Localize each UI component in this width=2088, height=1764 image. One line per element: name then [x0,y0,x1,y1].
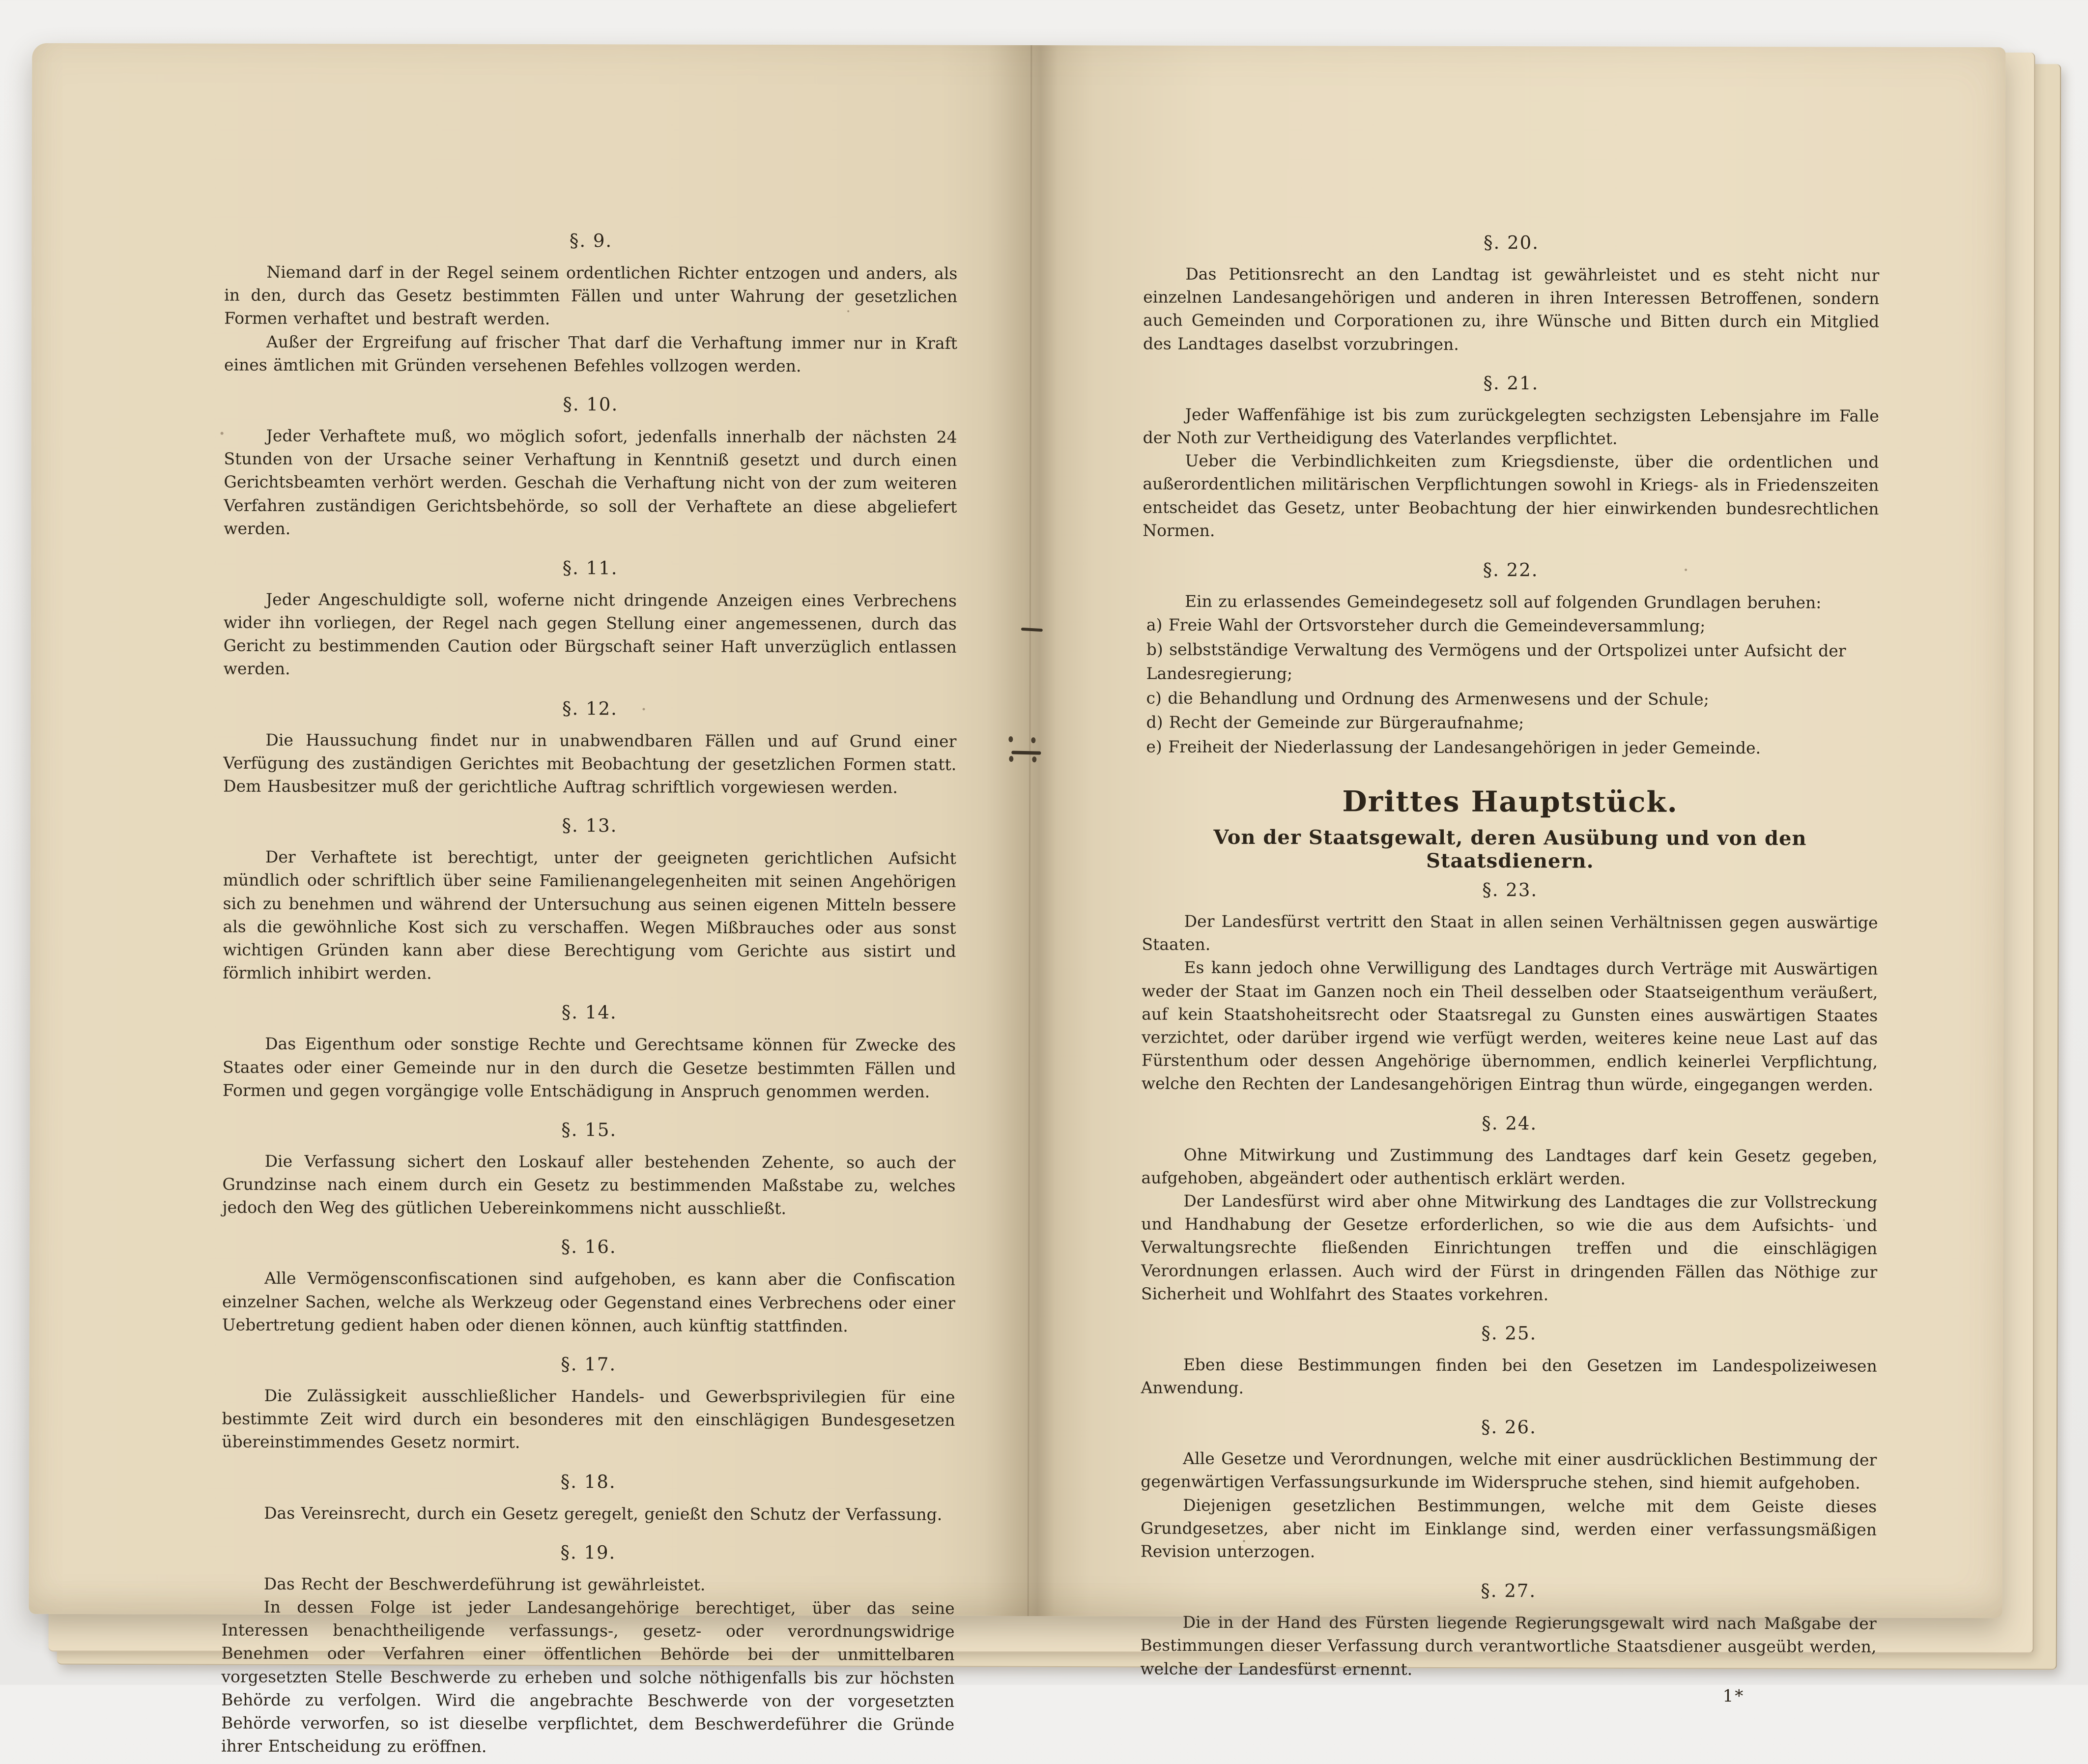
section-heading: §. 10. [563,393,619,415]
paragraph: Das Petitionsrecht an den Landtag ist gewährleistet und es steht nicht nur einzelnen Landesangehörigen und anderen in ihren Interessen Betroffenen, sondern auch Gemeinden und Corporationen zu, ihre Wünsche und Bitten durch ein Mitglied des Landtages daselbst vorzubringen. [1143,264,1880,354]
chapter-title: Drittes Hauptstück. [1342,784,1678,819]
paragraph: Ein zu erlassendes Gemeindegesetz soll auf folgenden Grundlagen beruhen: [1184,591,1822,612]
right-page-sections-after-chapter [1140,879,1878,1682]
law-section [1140,1580,1876,1682]
paragraph: Eben diese Bestimmungen finden bei den Gesetzen im Landespolizeiwesen Anwendung. [1141,1355,1877,1398]
binding-stitch-hole [1009,756,1013,762]
law-section [1141,1416,1877,1564]
paragraph: Alle Gesetze und Verordnungen, welche mit einer ausdrücklichen Bestimmung der gegenwärtigen Verfassungsurkunde im Widerspruche stehen, sind hiemit aufgehoben. [1141,1448,1877,1493]
law-section [223,697,956,799]
paper-speck [221,432,224,435]
section-heading: §. 16. [561,1236,617,1258]
list-item: e) Freiheit der Niederlassung der Landesangehörigen in jeder Gemeinde. [1146,737,1761,757]
paragraph: Der Landesfürst vertritt den Staat in allen seinen Verhältnissen gegen auswärtige Staaten. [1142,911,1878,954]
binding-stitch-hole [1031,737,1035,743]
section-heading: §. 23. [1482,879,1538,901]
law-section [224,393,957,542]
paragraph: Niemand darf in der Regel seinem ordentlichen Richter entzogen und anders, als in den, durch das Gesetz bestimmten Fällen und unter Wahrung der gesetzlichen Formen verhaftet und bestraft werden. [224,262,958,329]
law-section [222,1470,955,1526]
section-heading: §. 27. [1481,1580,1537,1602]
law-section [221,1541,955,1759]
binding-stitch-hole [1008,736,1013,742]
law-section [1142,879,1878,1097]
law-section [223,814,956,986]
gutter-shadow [984,45,1094,1616]
paragraph: Es kann jedoch ohne Verwilligung des Landtages durch Verträge mit Auswärtigen weder der Staat im Ganzen noch ein Theil desselben oder Staatseigenthum veräußert, auf kein Staatshoheitsrecht oder Staatsregal zu Gunsten eines auswärtigen Staates verzichtet, oder darüber irgend wie verfügt werden, weiteres keine neue Last auf das Fürstenthum oder dessen Angehörige übernommen, endlich keinerlei Verpflichtung, welche den Rechten der Landesangehörigen Eintrag thun würde, eingegangen werden. [1141,958,1878,1095]
section-heading: §. 19. [560,1541,616,1563]
chapter-heading-block [1142,784,1878,873]
right-page-sections-before-chapter [1142,231,1879,760]
section-heading: §. 17. [561,1354,617,1375]
section-heading: §. 25. [1481,1322,1537,1344]
list-item: c) die Behandlung und Ordnung des Armenwesens und der Schule; [1146,688,1709,709]
right-page-text-column [1140,231,1879,1706]
section-heading: §. 20. [1484,231,1539,254]
binding-stitch-hole [1032,756,1036,762]
booklet-open-sheet [29,43,2006,1756]
list-item: d) Recht der Gemeinde zur Bürgeraufnahme; [1146,712,1524,733]
law-section [1141,1322,1877,1401]
paragraph: Außer der Ergreifung auf frischer That darf die Verhaftung immer nur in Kraft eines ämtlichen mit Gründen versehenen Befehles vollzogen werden. [224,332,958,376]
law-section [222,1118,955,1220]
section-heading: §. 26. [1481,1417,1537,1438]
paragraph: Diejenigen gesetzlichen Bestimmungen, welche mit dem Geiste dieses Grundgesetzes, aber nicht im Einklange sind, werden einer verfassungsmäßigen Revision unterzogen. [1140,1495,1877,1562]
section-heading: §. 9. [569,230,613,252]
law-section [224,230,958,378]
paragraph: Das Recht der Beschwerdeführung ist gewährleistet. [263,1574,706,1594]
section-heading: §. 13. [562,815,618,837]
signature-mark: 1* [1722,1686,1745,1706]
law-section [1143,231,1880,357]
paragraph: Der Verhaftete ist berechtigt, unter der geeigneten gerichtlichen Aufsicht mündlich oder schriftlich über seine Familienangelegenheiten mit seinen Angehörigen sich zu benehmen und während der Untersuchung aus seinen eigenen Mitteln bessere als die gewöhnliche Kost sich zu verschaffen. Wegen Mißbrauches oder aus sonst wichtigen Gründen kann aber diese Berechtigung vom Gerichte aus sistirt und förmlich inhibirt werden. [223,847,956,983]
paragraph: Das Eigenthum oder sonstige Rechte und Gerechtsame können für Zwecke des Staates oder einer Gemeinde nur in den durch die Gesetze bestimmten Fällen und Formen und gegen vorgängige volle Entschädigung in Anspruch genommen werden. [222,1034,956,1101]
section-heading: §. 24. [1482,1112,1538,1134]
paragraph: Jeder Angeschuldigte soll, woferne nicht dringende Anzeigen eines Verbrechens wider ihn vorliegen, der Regel nach gegen Stellung einer angemessenen, durch das Gericht zu bestimmenden Caution oder Bürgschaft seiner Haft unverzüglich entlassen werden. [223,589,957,679]
paragraph: Die Verfassung sichert den Loskauf aller bestehenden Zehente, so auch der Grundzinse nach einem durch ein Gesetz zu bestimmenden Maßstabe zu, welches jedoch den Weg des gütlichen Uebereinkommens nicht ausschließt. [222,1151,956,1218]
section-heading: §. 12. [562,697,618,719]
paragraph: Die Haussuchung findet nur in unabwendbaren Fällen und auf Grund einer Verfügung des zuständigen Gerichtes mit Beobachtung der gesetzlichen Formen statt. Dem Hausbesitzer muß der gerichtliche Auftrag schriftlich vorgewiesen werden. [223,730,957,797]
list-item: a) Freie Wahl der Ortsvorsteher durch die Gemeindeversammlung; [1146,615,1706,636]
law-section [224,556,957,682]
paragraph: Alle Vermögensconfiscationen sind aufgehoben, es kann aber die Confiscation einzelner Sachen, welche als Werkzeug oder Gegenstand eines Verbrechens oder einer Uebertretung gedient haben oder dienen können, auch künftig stattfinden. [222,1269,956,1336]
paragraph: Die Zulässigkeit ausschließlicher Handels- und Gewerbsprivilegien für eine bestimmte Zeit wird durch ein besonderes mit den einschlägigen Bundesgesetzen übereinstimmendes Gesetz normirt. [222,1386,955,1452]
section-heading: §. 22. [1483,559,1539,581]
paragraph: Jeder Verhaftete muß, wo möglich sofort, jedenfalls innerhalb der nächsten 24 Stunden von der Ursache seiner Verhaftung in Kenntniß gesetzt und durch einen Gerichtsbeamten verhört werden. Geschah die Verhaftung nicht von der zum weiteren Verfahren zuständigen Gerichtsbehörde, so soll der Verhaftete an diese abgeliefert werden. [224,426,957,538]
law-section [222,1353,955,1455]
section-heading: §. 21. [1483,372,1539,394]
paragraph: Die in der Hand des Fürsten liegende Regierungsgewalt wird nach Maßgabe der Bestimmungen dieser Verfassung durch verantwortliche Staatsdiener ausgeübt werden, welche der Landesfürst ernennt. [1140,1612,1877,1679]
paragraph: Jeder Waffenfähige ist bis zum zurückgelegten sechzigsten Lebensjahre im Falle der Noth zur Vertheidigung des Vaterlandes verpflichtet. [1143,405,1879,448]
section-heading: §. 14. [561,1002,617,1023]
law-section [1141,1112,1878,1306]
paragraph: Ueber die Verbindlichkeiten zum Kriegsdienste, über die ordentlichen und außerordentlichen militärischen Verpflichtungen sowohl in Kriegs- als in Friedenszeiten entscheidet das Gesetz, unter Beobachtung der hier einwirkenden bundesrechtlichen Normen. [1143,451,1879,540]
section-heading: §. 15. [561,1119,617,1141]
chapter-subtitle: Von der Staatsgewalt, deren Ausübung und von den Staatsdienern. [1213,825,1807,873]
left-page-text-column [221,230,958,1762]
paragraph: Das Vereinsrecht, durch ein Gesetz geregelt, genießt den Schutz der Verfassung. [264,1503,943,1524]
law-section [1143,372,1879,543]
section-heading: §. 18. [560,1471,616,1492]
list-item: b) selbstständige Verwaltung des Vermögens und der Ortspolizei unter Aufsicht der Landesregierung; [1146,639,1846,684]
section-heading: §. 11. [562,557,618,579]
law-section [1142,558,1879,760]
paragraph: Der Landesfürst wird aber ohne Mitwirkung des Landtages die zur Vollstreckung und Handhabung der Gesetze erforderlichen, so wie die aus dem Aufsichts- und Verwaltungsrechte fließenden Einrichtungen treffen und die einschlägigen Verordnungen erlassen. Auch wird der Fürst in dringenden Fällen das Nöthige zur Sicherheit und Wohlfahrt des Staates vorkehren. [1141,1191,1878,1304]
paragraph: Ohne Mitwirkung und Zustimmung des Landtages darf kein Gesetz gegeben, aufgehoben, abgeändert oder authentisch erklärt werden. [1141,1145,1878,1188]
law-section [222,1236,955,1338]
paragraph: In dessen Folge ist jeder Landesangehörige berechtiget, über das seine Interessen benachtheiligende verfassungs-, gesetz- oder verordnungswidrige Benehmen oder Verfahren einer öffentlichen Behörde bei der unmittelbaren vorgesetzten Stelle Beschwerde zu erheben und solche nöthigenfalls bis zur höchsten Behörde zu verfolgen. Wird die angebrachte Beschwerde von der vorgesetzten Behörde verworfen, so ist dieselbe verpflichtet, dem Beschwerdeführer die Gründe ihrer Entscheidung zu eröffnen. [221,1597,955,1756]
binding-thread [1011,751,1041,754]
law-section [223,1001,956,1103]
